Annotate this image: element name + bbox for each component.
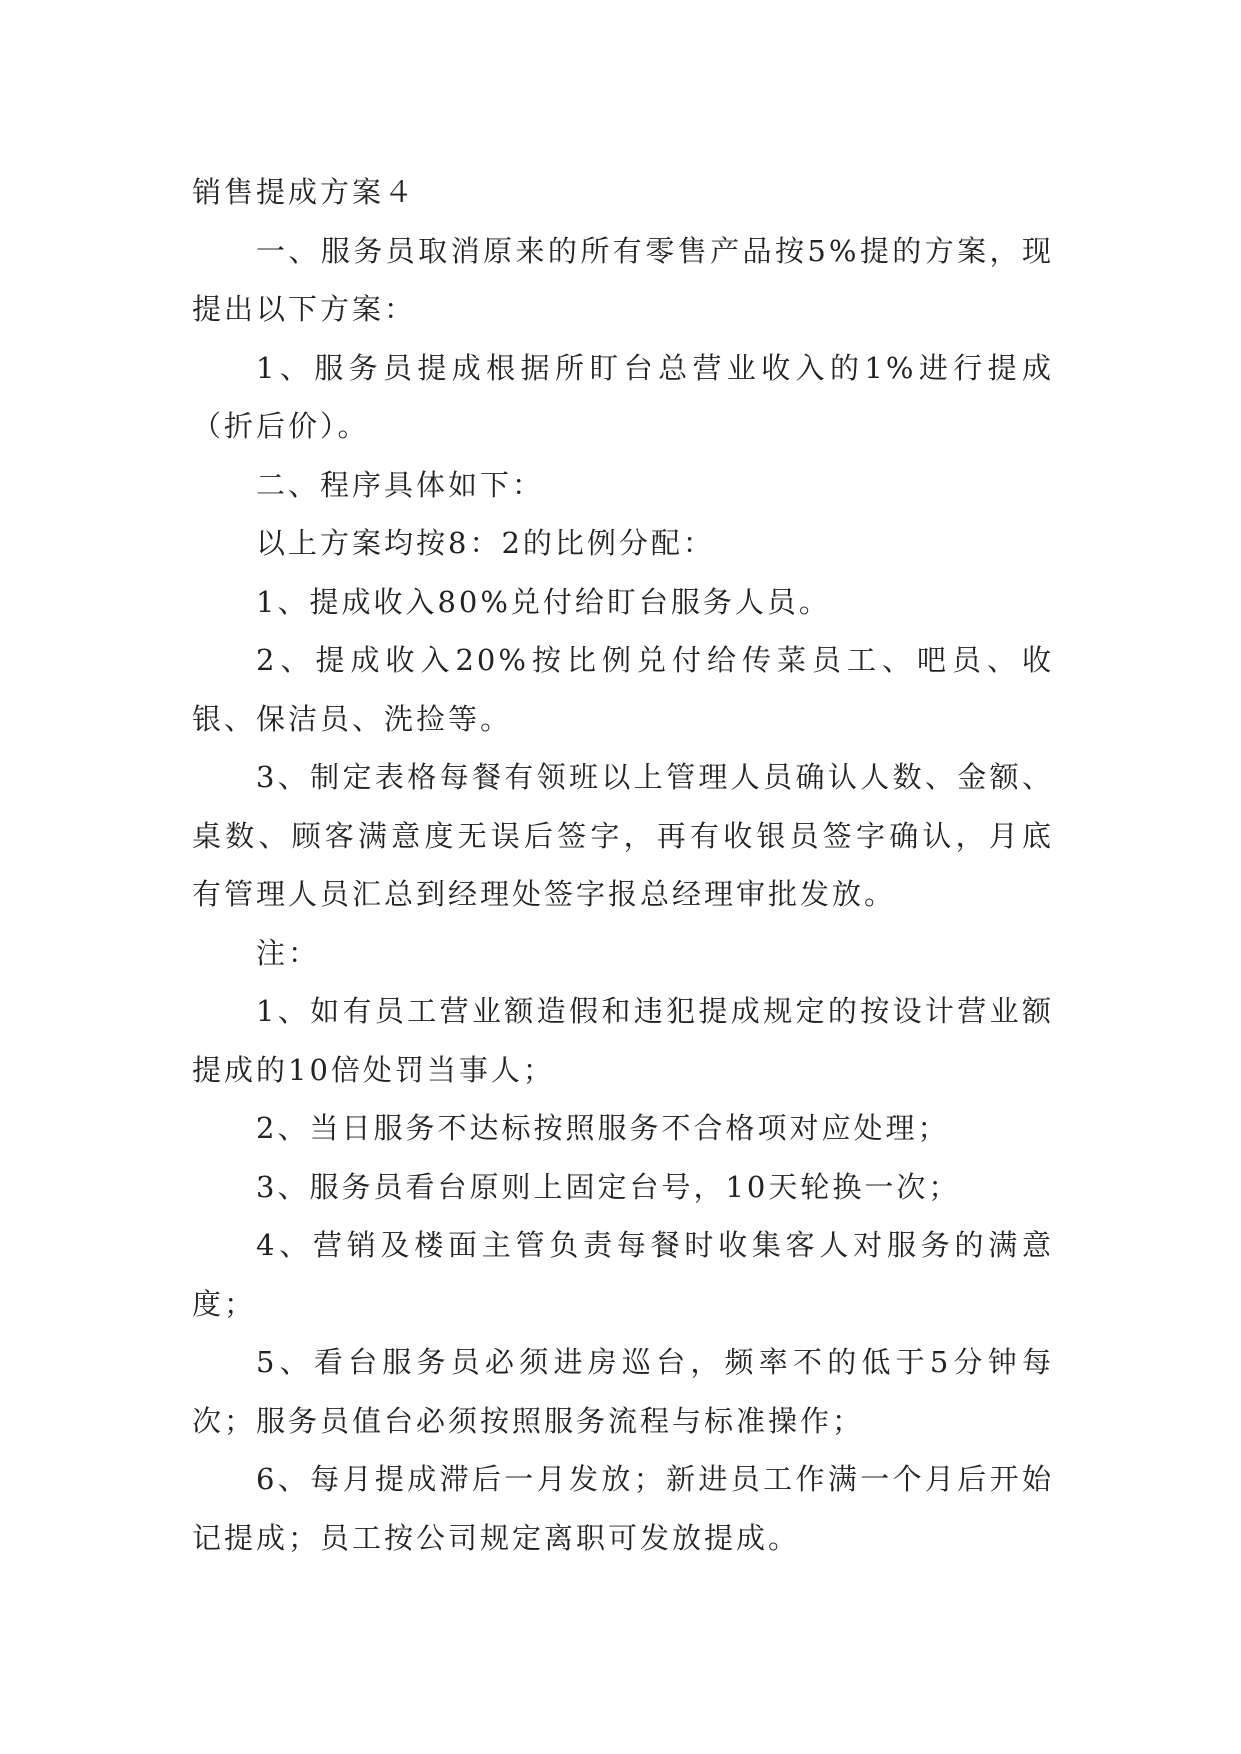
paragraph-10: 2、当日服务不达标按照服务不合格项对应处理； <box>256 1111 950 1145</box>
paragraph-2: 1、服务员提成根据所盯台总营业收入的1%进行提成（折后价）。 <box>192 350 1054 443</box>
paragraph-8: 注： <box>256 935 321 970</box>
paragraph-13: 5、看台服务员必须进房巡台，频率不的低于5分钟每次；服务员值台必须按照服务流程与标准操作； <box>192 1345 1054 1438</box>
paragraph-4: 以上方案均按8：2的比例分配： <box>256 526 715 560</box>
paragraph-3: 二、程序具体如下： <box>256 467 545 502</box>
paragraph-6: 2、提成收入20%按比例兑付给传菜员工、吧员、收银、保洁员、洗捡等。 <box>192 643 1054 736</box>
paragraph-5: 1、提成收入80%兑付给盯台服务人员。 <box>256 584 831 619</box>
paragraph-1: 一、服务员取消原来的所有零售产品按5%提的方案，现提出以下方案： <box>192 233 1054 326</box>
paragraph-7: 3、制定表格每餐有领班以上管理人员确认人数、金额、桌数、顾客满意度无误后签字，再有收银员签字确认，月底有管理人员汇总到经理处签字报总经理审批发放。 <box>192 760 1054 911</box>
document-title: 销售提成方案４ <box>192 175 417 209</box>
paragraph-12: 4、营销及楼面主管负责每餐时收集客人对服务的满意度； <box>192 1228 1054 1321</box>
document-body <box>192 163 1054 1567</box>
paragraph-11: 3、服务员看台原则上固定台号，10天轮换一次； <box>256 1169 961 1204</box>
paragraph-14: 6、每月提成滞后一月发放；新进员工作满一个月后开始记提成；员工按公司规定离职可发放提成。 <box>192 1462 1054 1555</box>
paragraph-9: 1、如有员工营业额造假和违犯提成规定的按设计营业额提成的10倍处罚当事人； <box>192 994 1054 1087</box>
